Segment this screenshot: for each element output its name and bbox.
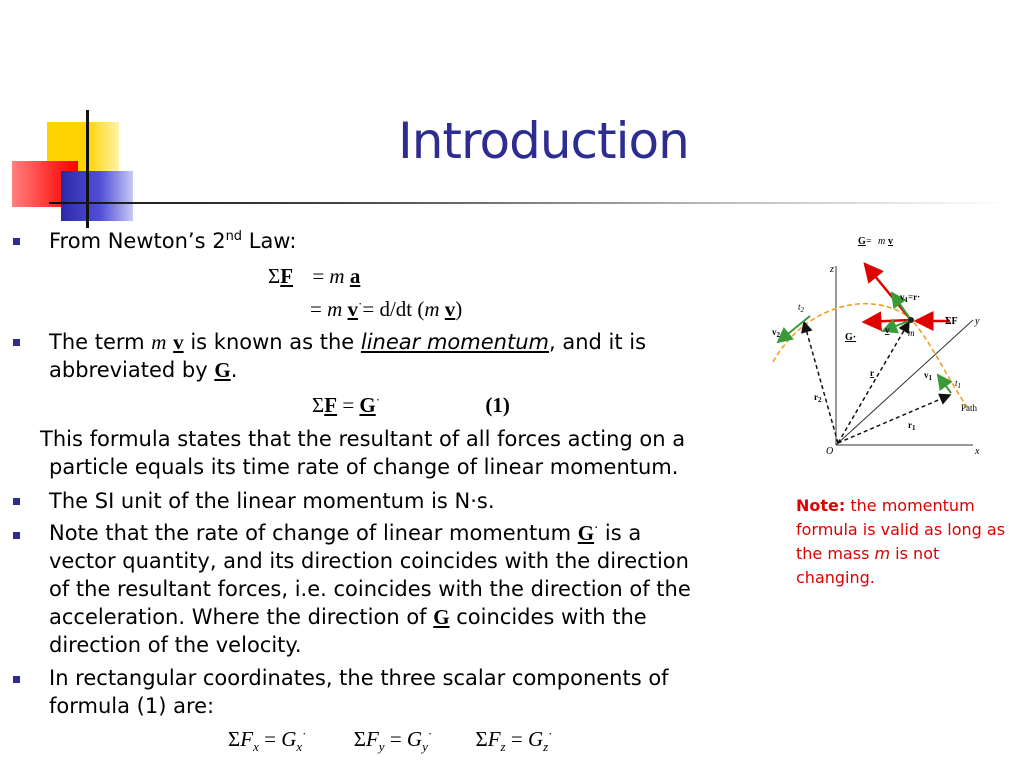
origin-label: O — [826, 446, 834, 457]
momentum-vector: G — [359, 393, 376, 417]
header-m: m — [878, 236, 886, 247]
bullet-si-unit: The SI unit of the linear momentum is N·s. — [49, 489, 495, 513]
diagram-header — [858, 236, 893, 247]
decor-vertical-line — [86, 110, 89, 228]
v2-label: $v_2$ — [772, 327, 780, 339]
header-g: G — [858, 236, 866, 247]
bullet-text: abbreviated by — [49, 358, 215, 382]
subscript: z — [543, 739, 549, 755]
note-mass-symbol: m — [874, 544, 891, 563]
v1-label: $v_1$ — [924, 370, 932, 382]
momentum-symbol: G — [281, 727, 297, 751]
bullet-text: , and it is — [548, 330, 647, 354]
equation-number: (1) — [485, 393, 510, 417]
paragraph-line2: particle equals its time rate of change of linear momentum. — [49, 455, 679, 479]
r2-vector — [804, 322, 838, 443]
bullet-marker — [13, 498, 20, 505]
bullet-rate-change-line5: direction of the velocity. — [49, 633, 302, 657]
close-paren: ) — [455, 297, 463, 321]
momentum-symbol: G — [406, 727, 423, 751]
r-label: r — [870, 368, 874, 378]
equals-sign: = — [337, 393, 360, 417]
bullet-linear-momentum-line2 — [49, 356, 237, 384]
force-vector: F — [280, 264, 294, 288]
bullet-rate-change-line3: of the resultant forces, i.e. coincides with the direction of the — [49, 577, 691, 601]
subscript: y — [378, 739, 385, 755]
mass-symbol: m — [329, 264, 345, 288]
force-symbol: F — [487, 727, 501, 751]
header-v: v — [888, 236, 893, 247]
bullet-marker — [13, 238, 20, 245]
v2-arrow — [778, 316, 810, 342]
bullet-rect-coords-line2: formula (1) are: — [49, 694, 215, 718]
bullet-rect-coords-line1: In rectangular coordinates, the three scalar components of — [49, 666, 669, 690]
mass-symbol: m — [151, 330, 167, 354]
bullet-newton-law — [49, 227, 296, 255]
acceleration-vector: a — [349, 264, 361, 288]
note-text: the momentum formula is valid as long as the mass — [796, 496, 1006, 563]
mass-symbol: m — [327, 297, 343, 321]
sigma-symbol: Σ — [353, 727, 366, 751]
component-z — [475, 726, 553, 755]
momentum-diagram — [768, 230, 998, 460]
z-label: z — [830, 264, 834, 275]
header-eq: = — [866, 236, 872, 247]
bullet-text: Note that the rate of change of linear momentum — [49, 521, 578, 545]
bullet-text: is known as the — [183, 330, 361, 354]
equation-m-vdot — [310, 295, 462, 323]
r1-label: $r_1$ — [908, 420, 916, 432]
gdot-label: G· — [845, 332, 857, 343]
subscript: z — [500, 739, 506, 755]
paragraph-line1: This formula states that the resultant of all forces acting on a — [40, 427, 686, 451]
v-label: v — [885, 325, 890, 335]
momentum-vector: G — [433, 605, 450, 629]
v1-equals-rdot-label: $v_1=r\cdot$ — [900, 292, 921, 304]
t1-label: $t_1$ — [955, 378, 962, 390]
momentum-vector: G — [577, 521, 595, 545]
particle-point — [908, 317, 914, 323]
subscript: x — [253, 739, 259, 755]
equals-sign: = — [384, 727, 407, 751]
dot-mark: · — [375, 392, 381, 407]
derivative-text: = d/dt ( — [362, 297, 425, 321]
bullet-text: is a — [598, 521, 642, 545]
x-label: x — [975, 446, 980, 457]
equation-1 — [312, 391, 510, 419]
dot-mark: · — [427, 726, 433, 741]
dot-mark: · — [358, 296, 363, 311]
note-text-tail: is not changing. — [796, 544, 940, 587]
y-axis — [836, 320, 973, 445]
bullet-marker — [13, 676, 20, 683]
velocity-vector: v — [444, 297, 456, 321]
sum-f-label: ΣF — [945, 316, 958, 327]
mass-label: m — [908, 328, 915, 338]
y-label: y — [975, 316, 980, 327]
subscript: x — [296, 739, 303, 755]
velocity-vector: v — [347, 297, 359, 321]
r2-label: $r_2$ — [814, 392, 822, 404]
equals-sign: = — [258, 727, 282, 751]
bullet-marker — [13, 532, 20, 539]
equation-sum-f-ma — [268, 262, 360, 290]
bullet-text: From Newton’s 2 — [49, 229, 226, 253]
momentum-note — [796, 494, 1006, 590]
t2-label: $t_2$ — [798, 302, 805, 314]
subscript: y — [422, 739, 428, 755]
dot-mark: · — [548, 726, 553, 741]
linear-momentum-term: linear momentum — [360, 330, 549, 354]
sigma-symbol: Σ — [268, 264, 281, 288]
trajectory-path — [773, 304, 968, 408]
decor-blue-square — [61, 171, 133, 221]
bullet-rate-change-line2: vector quantity, and its direction coincides with the direction — [49, 549, 689, 573]
bullet-rate-change-line4 — [49, 603, 647, 631]
momentum-vector: G — [214, 358, 231, 382]
title-divider-line — [49, 202, 1009, 204]
mass-symbol: m — [424, 297, 440, 321]
bullet-text: coincides with the — [449, 605, 647, 629]
superscript-nd: nd — [225, 229, 243, 244]
bullet-text: acceleration. Where the direction of — [49, 605, 434, 629]
bullet-text: The term — [49, 330, 152, 354]
slide-title: Introduction — [398, 112, 689, 170]
dot-mark: · — [302, 726, 307, 741]
sigma-symbol: Σ — [228, 727, 241, 751]
momentum-symbol: G — [527, 727, 544, 751]
r1-vector — [838, 395, 950, 443]
bullet-marker — [13, 339, 20, 346]
period: . — [230, 358, 238, 382]
component-y — [353, 726, 438, 755]
bullet-text-tail: Law: — [242, 229, 297, 253]
equation-components — [228, 725, 553, 753]
sigma-symbol: Σ — [312, 393, 325, 417]
path-label: Path — [961, 403, 978, 413]
component-x — [228, 726, 312, 755]
equals-sign: = — [505, 727, 528, 751]
bullet-rate-change-line1 — [49, 519, 641, 547]
equals-sign: = — [312, 264, 330, 288]
sigma-symbol: Σ — [475, 727, 488, 751]
dot-mark: · — [594, 521, 599, 536]
bullet-linear-momentum-line1 — [49, 328, 646, 356]
velocity-vector: v — [173, 330, 184, 354]
note-label: Note: — [796, 496, 846, 515]
force-symbol: F — [365, 727, 379, 751]
force-vector: F — [324, 393, 338, 417]
force-symbol: F — [240, 727, 254, 751]
equals-sign: = — [310, 297, 328, 321]
